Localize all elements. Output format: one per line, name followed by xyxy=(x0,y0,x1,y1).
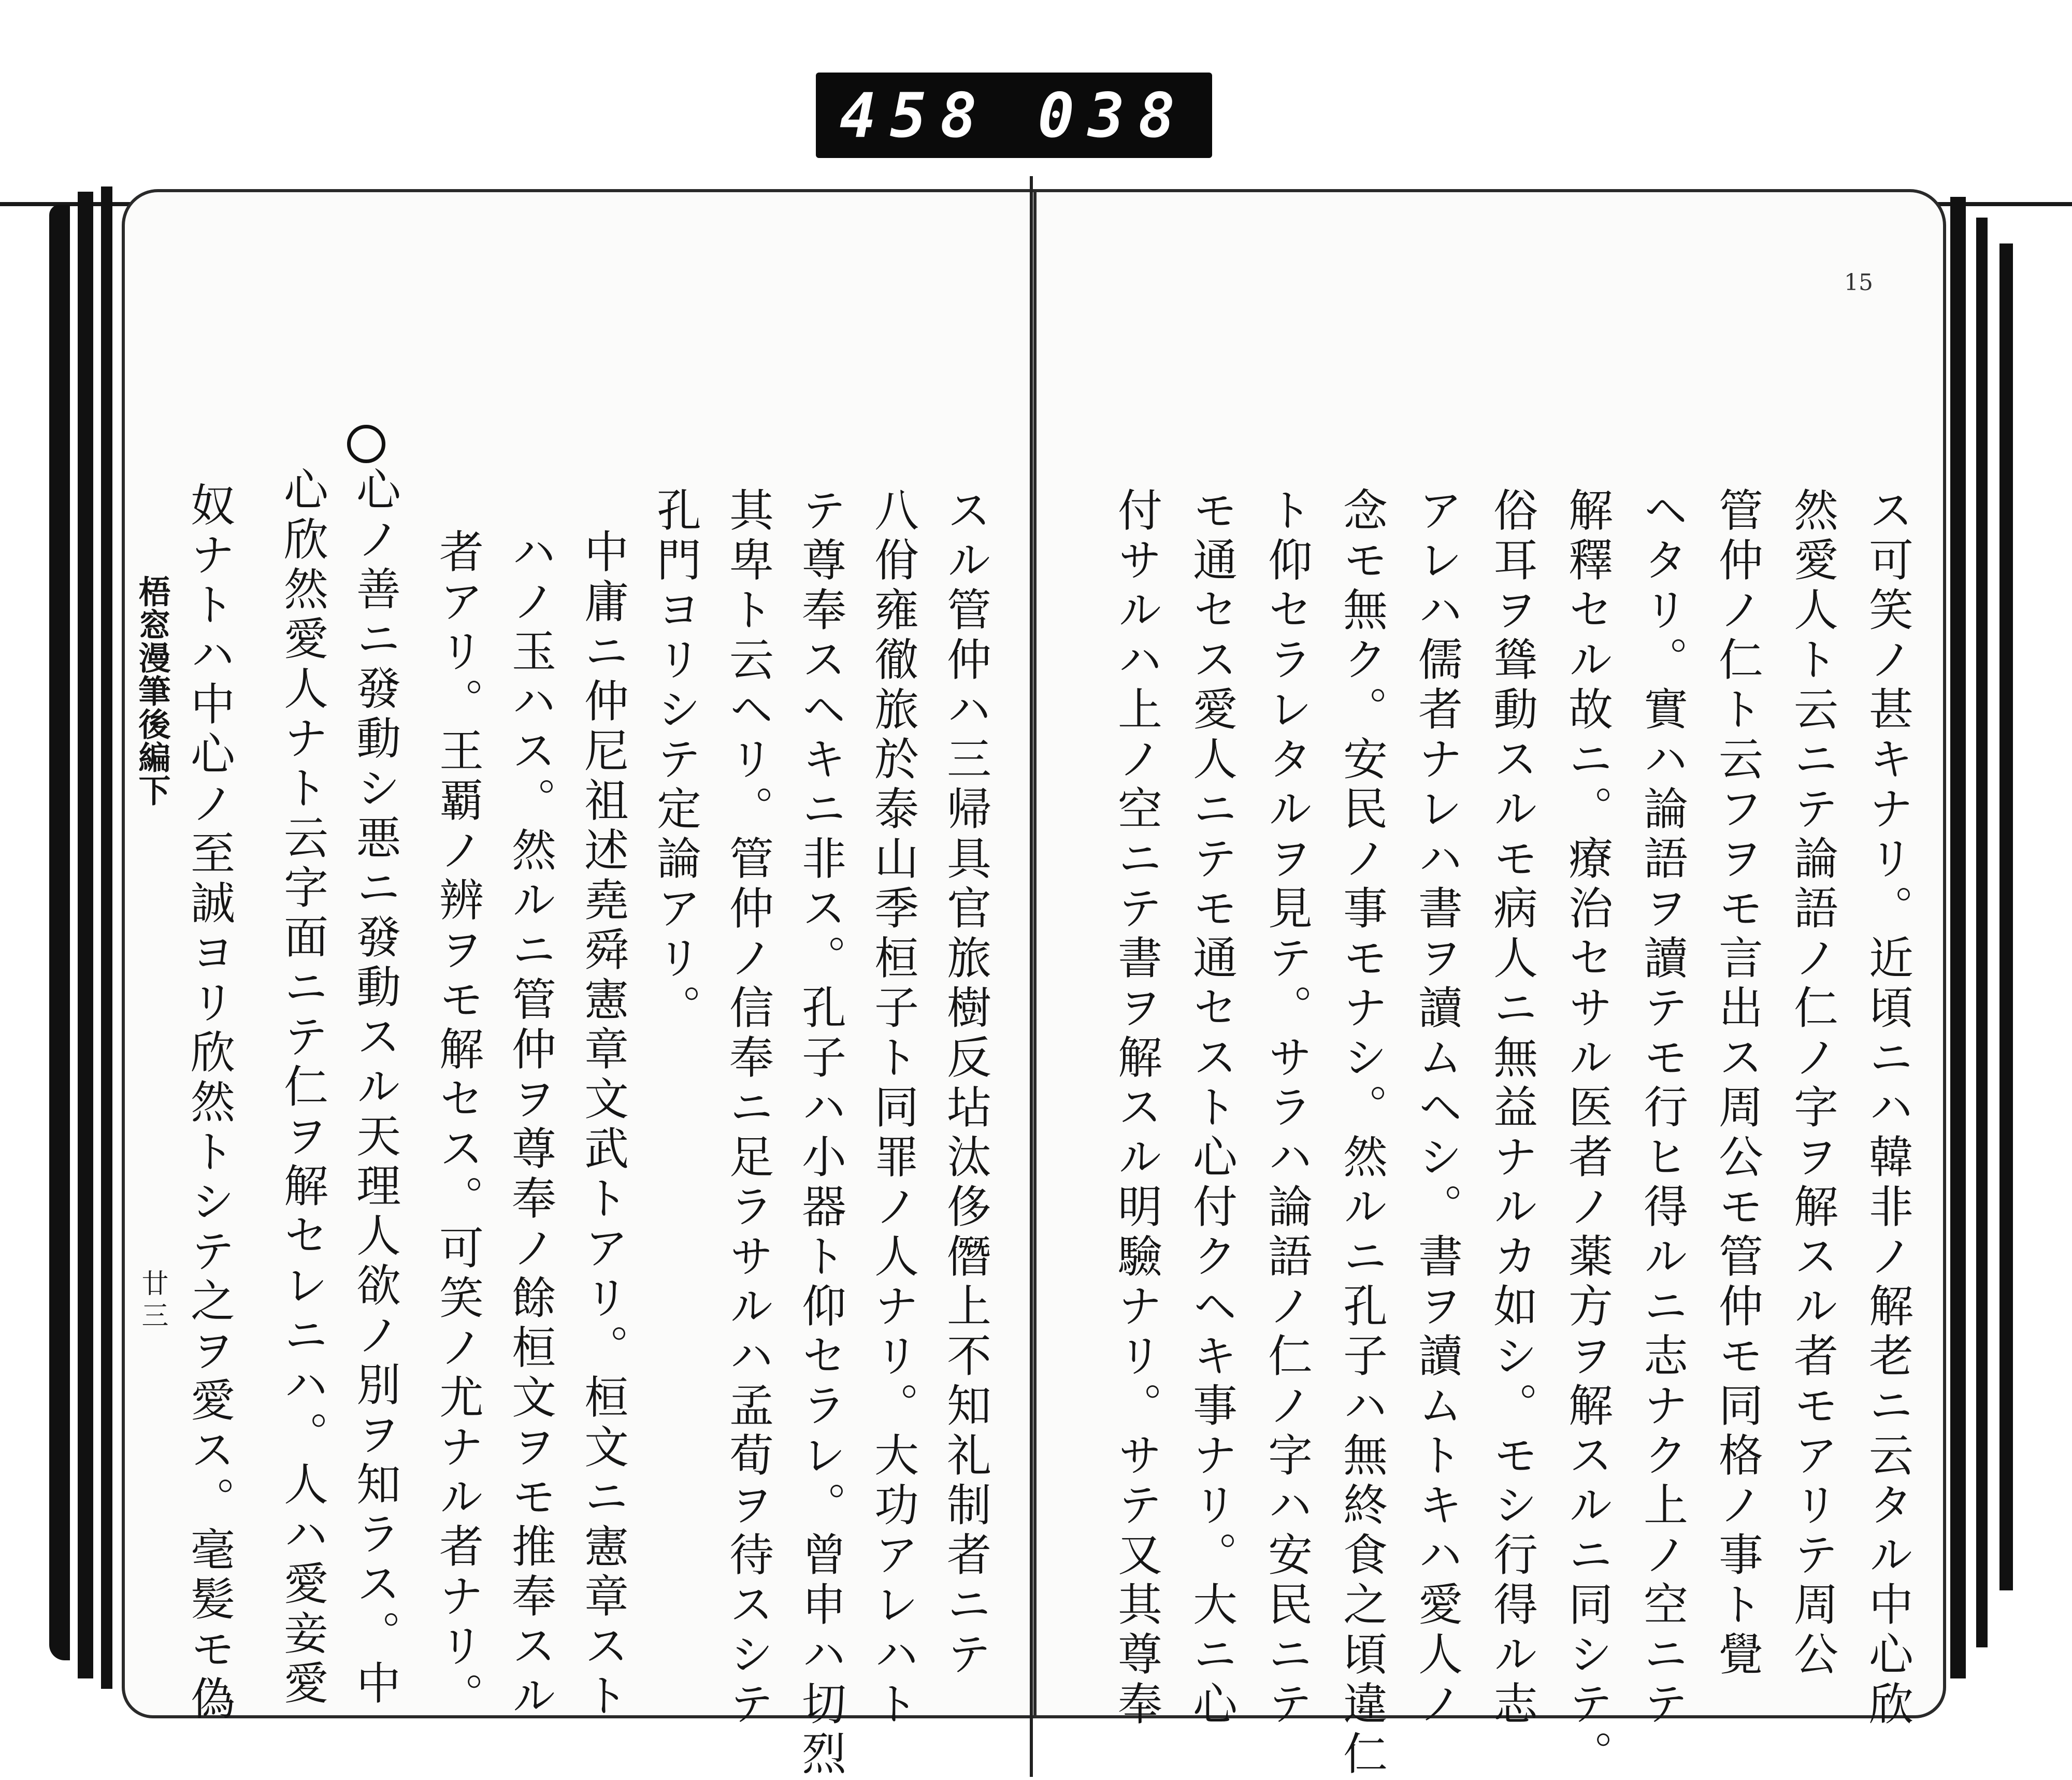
film-frame-label xyxy=(816,73,1212,158)
text-column: ス可笑ノ甚キナリ。近頃ニハ韓非ノ解老ニ云タル中心欣 xyxy=(1861,487,1913,1730)
text-column: ト仰セラレタルヲ見テ。サラハ論語ノ仁ノ字ハ安民ニテ xyxy=(1260,487,1312,1730)
text-column: テ尊奉スヘキニ非ス。孔子ハ小器ト仰セラレ。曾申ハ切烈 xyxy=(794,487,846,1780)
text-column: 者アリ。王覇ノ辨ヲモ解セス。可笑ノ尤ナル者ナリ。 xyxy=(431,528,483,1722)
text-column: スル管仲ハ三帰具官旅樹反坫汰侈僭上不知礼制者ニテ xyxy=(939,487,991,1681)
text-column: 心ノ善ニ發動シ悪ニ發動スル天理人欲ノ別ヲ知ラス。中 xyxy=(349,466,400,1710)
text-column: 然愛人ト云ニテ論語ノ仁ノ字ヲ解スル者モアリテ周公 xyxy=(1786,487,1838,1681)
text-column: 其卑ト云ヘリ。管仲ノ信奉ニ足ラサルハ孟荀ヲ待スシテ xyxy=(722,487,773,1730)
text-column: ヘタリ。實ハ論語ヲ讀テモ行ヒ得ルニ志ナク上ノ空ニテ xyxy=(1636,487,1688,1730)
text-column: モ通セス愛人ニテモ通セスト心付クヘキ事ナリ。大ニ心 xyxy=(1185,487,1237,1730)
text-column: 付サルハ上ノ空ニテ書ヲ解スル明驗ナリ。サテ又其尊奉 xyxy=(1110,487,1162,1730)
reel-number: 458 xyxy=(839,79,990,151)
running-header: 梧窓漫筆後編下 xyxy=(133,575,171,807)
text-column: 管仲ノ仁ト云フヲモ言出ス周公モ管仲モ同格ノ事ト覺 xyxy=(1711,487,1763,1681)
text-column: 孔門ヨリシテ定論アリ。 xyxy=(649,487,701,1034)
text-column: 解釋セル故ニ。療治セサル医者ノ薬方ヲ解スルニ同シテ。 xyxy=(1561,487,1613,1780)
page-edge-shadow xyxy=(78,192,93,1678)
page-edge-shadow xyxy=(49,205,70,1660)
text-column: 念モ無ク。安民ノ事モナシ。然ルニ孔子ハ無終食之頃違仁 xyxy=(1335,487,1387,1780)
page-edge-shadow xyxy=(1999,243,2013,1590)
book-spine xyxy=(1030,176,1033,1777)
section-circle-marker xyxy=(347,425,385,463)
text-column: 俗耳ヲ聳動スルモ病人ニ無益ナルカ如シ。モシ行得ル志 xyxy=(1486,487,1537,1730)
right-page-folio: 15 xyxy=(1844,269,1873,296)
text-column: ハノ玉ハス。然ルニ管仲ヲ尊奉ノ餘桓文ヲモ推奉スル xyxy=(504,528,556,1722)
page-edge-shadow xyxy=(101,186,112,1689)
text-column: 奴ナトハ中心ノ至誠ヨリ欣然トシテ之ヲ愛ス。毫髪モ偽 xyxy=(183,482,235,1725)
page-edge-shadow xyxy=(1950,197,1966,1678)
page-edge-shadow xyxy=(1976,218,1988,1647)
text-column: 八佾雍徹旅於泰山季桓子ト同罪ノ人ナリ。大功アレハト xyxy=(867,487,918,1730)
text-column: アレハ儒者ナレハ書ヲ讀ムヘシ。書ヲ讀ムトキハ愛人ノ xyxy=(1411,487,1462,1730)
frame-number: 038 xyxy=(1038,79,1189,151)
text-column: 心欣然愛人ナト云字面ニテ仁ヲ解セレニハ。人ハ愛妾愛 xyxy=(276,466,328,1710)
left-page-folio: 廿三 xyxy=(137,1269,168,1333)
text-column: 中庸ニ仲尼祖述堯舜憲章文武トアリ。桓文ニ憲章スト xyxy=(577,528,628,1722)
